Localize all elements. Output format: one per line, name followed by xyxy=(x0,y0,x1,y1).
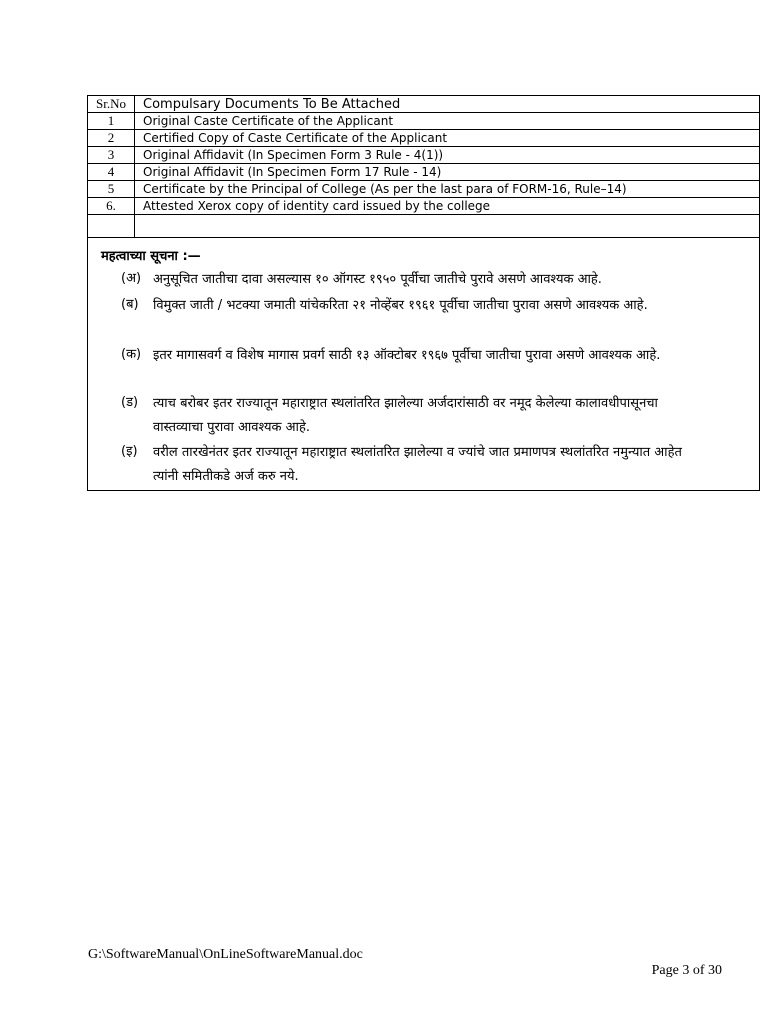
notes-title: महत्वाच्या सूचना :— xyxy=(101,249,201,264)
document-cell: Original Affidavit (In Specimen Form 17 Rule - 14) xyxy=(135,164,760,181)
sr-no-cell: 6. xyxy=(88,198,135,215)
notes-row xyxy=(88,238,760,491)
note-text: इतर मागासवर्ग व विशेष मागास प्रवर्ग साठी १३ ऑक्टोबर १९६७ पूर्वीचा जातीचा पुरावा असणे आवश्यक आहे. xyxy=(153,348,661,363)
table-row xyxy=(88,113,760,130)
document-cell: Certified Copy of Caste Certificate of the Applicant xyxy=(135,130,760,147)
note-label: (अ) xyxy=(121,271,142,286)
table-row xyxy=(88,130,760,147)
important-notes xyxy=(88,238,760,491)
document-cell: Original Caste Certificate of the Applicant xyxy=(135,113,760,130)
sr-no-cell: 2 xyxy=(88,130,135,147)
note-label: (ब) xyxy=(121,297,139,312)
sr-no-header: Sr.No xyxy=(88,96,135,113)
note-label: (क) xyxy=(121,347,142,362)
document-cell: Original Affidavit (In Specimen Form 3 Rule - 4(1)) xyxy=(135,147,760,164)
note-label: (ड) xyxy=(121,395,139,410)
blank-cell xyxy=(135,215,760,238)
footer-page-number: Page 3 of 30 xyxy=(651,963,722,978)
document-cell: Certificate by the Principal of College (As per the last para of FORM-16, Rule–14) xyxy=(135,181,760,198)
documents-header: Compulsary Documents To Be Attached xyxy=(135,96,760,113)
note-text: विमुक्त जाती / भटक्या जमाती यांचेकरिता २१ नोव्हेंबर १९६१ पूर्वीचा जातीचा पुरावा असणे आवश्यक आहे. xyxy=(153,298,648,313)
footer-file-path: G:\SoftwareManual\OnLineSoftwareManual.doc xyxy=(88,947,363,962)
note-text: वरील तारखेनंतर इतर राज्यातून महाराष्ट्रात स्थलांतरित झालेल्या व ज्यांचे जात प्रमाणपत्र स्थलांतरित नमुन्यात आहेत त्यांनी समितीकडे अर्ज करु नये. xyxy=(153,445,682,484)
note-text: त्याच बरोबर इतर राज्यातून महाराष्ट्रात स्थलांतरित झालेल्या अर्जदारांसाठी वर नमूद केलेल्या कालावधीपासूनचा वास्तव्याचा पुरावा आवश्यक आहे. xyxy=(153,396,658,435)
table-header-row xyxy=(88,96,760,113)
table-row xyxy=(88,198,760,215)
table-row xyxy=(88,164,760,181)
table-row xyxy=(88,181,760,198)
sr-no-cell: 3 xyxy=(88,147,135,164)
document-cell: Attested Xerox copy of identity card issued by the college xyxy=(135,198,760,215)
sr-no-cell: 5 xyxy=(88,181,135,198)
note-label: (इ) xyxy=(121,444,138,459)
sr-no-cell: 1 xyxy=(88,113,135,130)
sr-no-cell: 4 xyxy=(88,164,135,181)
blank-cell xyxy=(88,215,135,238)
documents-table xyxy=(87,95,760,491)
table-row xyxy=(88,147,760,164)
note-text: अनुसूचित जातीचा दावा असल्यास १० ऑगस्ट १९५० पूर्वीचा जातीचे पुरावे असणे आवश्यक आहे. xyxy=(153,272,602,287)
blank-row xyxy=(88,215,760,238)
